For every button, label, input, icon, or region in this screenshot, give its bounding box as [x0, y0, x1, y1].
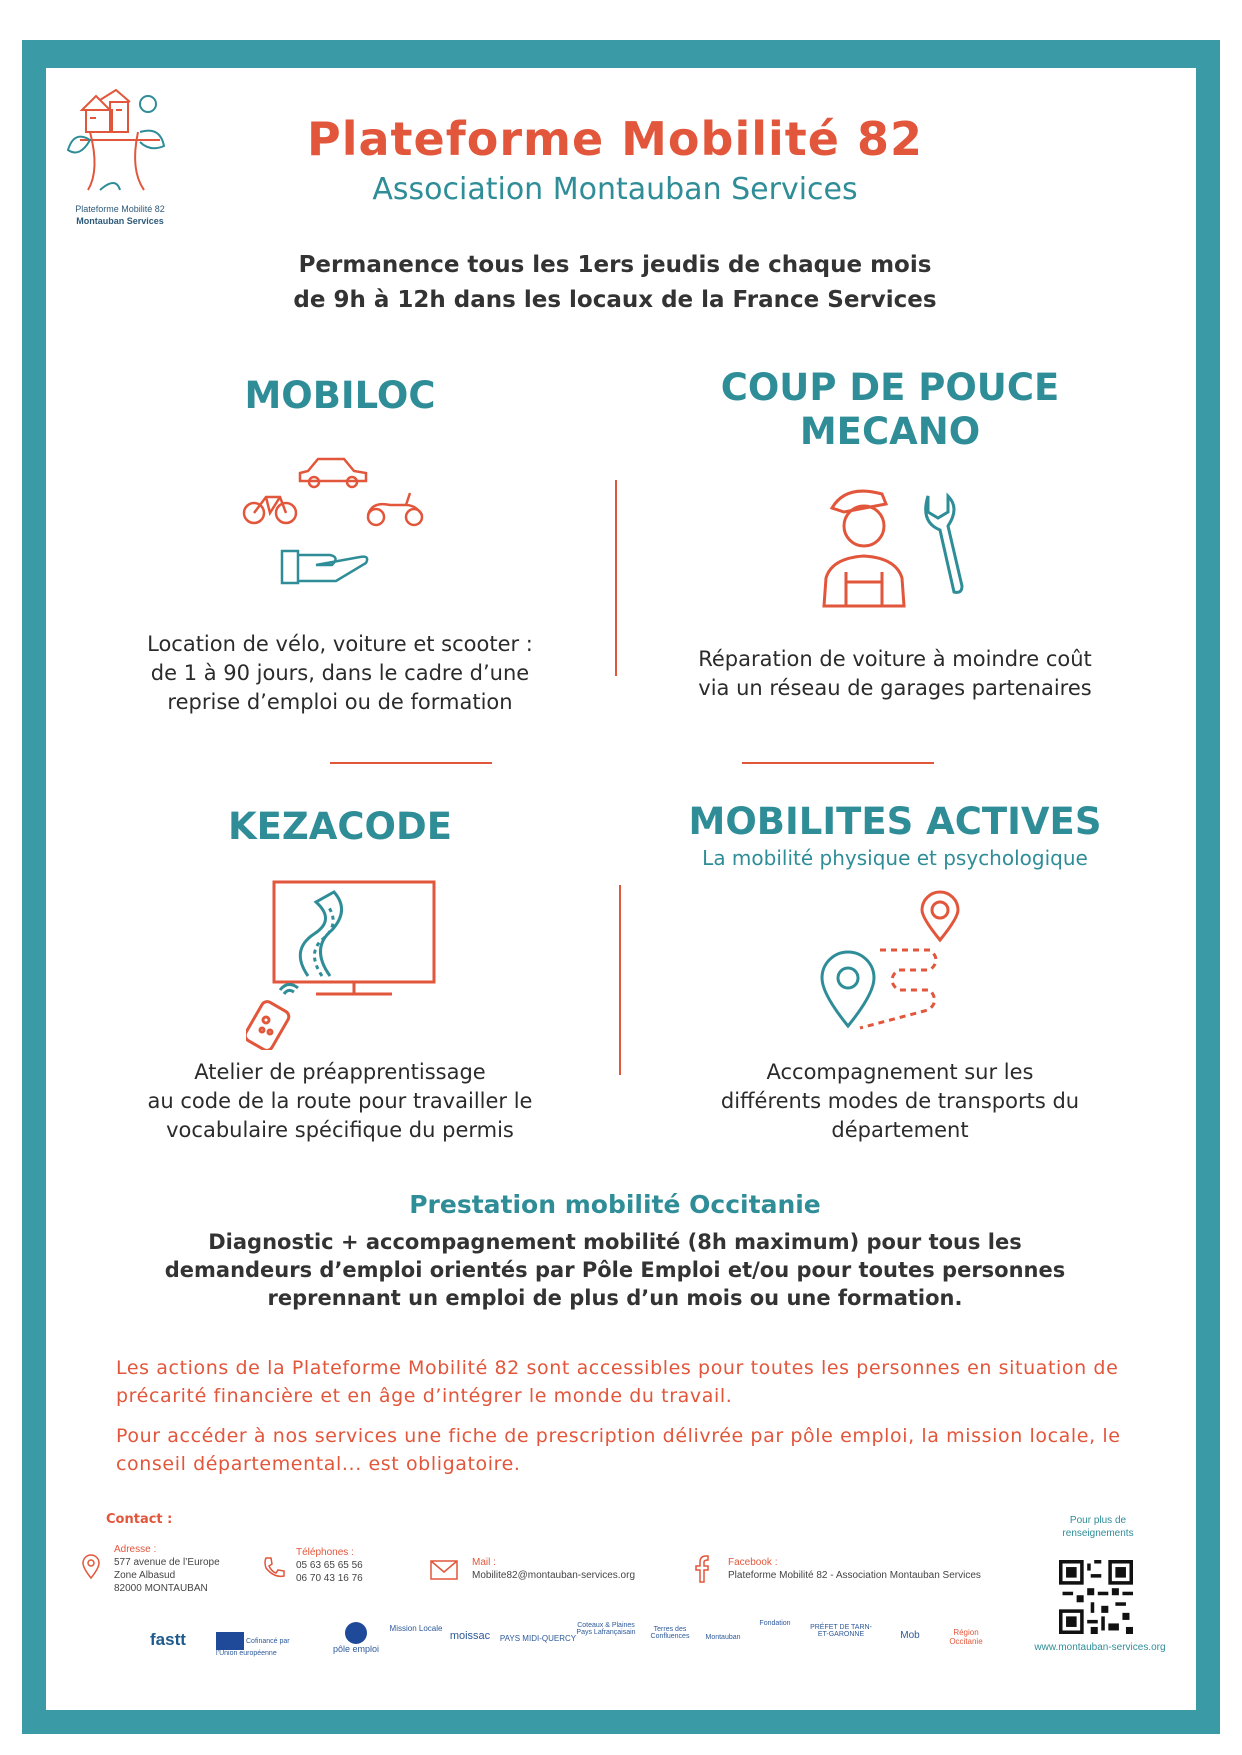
coup-de-pouce-text-line2: via un réseau de garages partenaires — [698, 676, 1092, 700]
mobilites-actives-text-line2: différents modes de transports du — [720, 1089, 1080, 1113]
facebook-icon — [694, 1554, 712, 1584]
kezacode-text-line1: Atelier de préapprentissage — [194, 1060, 486, 1084]
divider-right-horizontal — [742, 762, 934, 764]
kezacode-description — [100, 1058, 580, 1145]
more-info-label: Pour plus de renseignements — [1062, 1515, 1134, 1539]
partner-logo-fondation: Fondation — [759, 1620, 791, 1627]
partner-logo-region-occitanie: Région Occitanie — [949, 1628, 983, 1646]
tv-road-remote-icon — [246, 880, 442, 1050]
prestation-text-line2: demandeurs d’emploi orientés par Pôle Emploi et/ou pour toutes personnes — [164, 1258, 1066, 1282]
coup-de-pouce-title-line2: MECANO — [799, 410, 981, 453]
divider-bottom-vertical — [619, 885, 621, 1075]
address-line1: 577 avenue de l’Europe — [114, 1557, 220, 1568]
partner-logo-pole-emploi — [326, 1622, 386, 1654]
mobilites-actives-description — [655, 1058, 1145, 1145]
facebook-block — [728, 1556, 981, 1582]
phone-number-1[interactable]: 05 63 65 65 56 — [296, 1560, 363, 1571]
access-note: Les actions de la Plateforme Mobilité 82 sont accessibles pour toutes les personnes en situation de précarité financière et en âge d’intégrer le monde du travail. — [116, 1357, 1119, 1407]
partner-logo-prefet: PRÉFET DE TARN-ET-GARONNE — [810, 1624, 872, 1638]
mail-block — [472, 1556, 635, 1582]
partner-logo-eu — [216, 1632, 306, 1657]
permanence-info — [200, 248, 1030, 318]
partner-logo-coteaux-plaines: Coteaux & Plaines Pays Lafrançaisain — [576, 1622, 636, 1636]
mobiloc-text-line2: de 1 à 90 jours, dans le cadre d’une — [150, 661, 530, 685]
phones-label: Téléphones : — [296, 1547, 354, 1558]
logo-caption-line1: Plateforme Mobilité 82 — [75, 204, 165, 214]
permanence-line1: Permanence tous les 1ers jeudis de chaque mois — [298, 252, 932, 278]
page-title: Plateforme Mobilité 82 — [307, 112, 923, 166]
mobiloc-text-line3: reprise d’emploi ou de formation — [167, 690, 513, 714]
partner-logo-pole-emploi-text: pôle emploi — [332, 1644, 380, 1654]
prescription-note: Pour accéder à nos services une fiche de prescription délivrée par pôle emploi, la mission locale, le conseil départemental... est obligatoire. — [116, 1425, 1121, 1475]
location-pin-icon — [82, 1554, 100, 1580]
mail-icon — [430, 1560, 458, 1580]
mobiloc-text-line1: Location de vélo, voiture et scooter : — [147, 632, 533, 656]
address-label: Adresse : — [114, 1544, 157, 1555]
mobilites-actives-text-line1: Accompagnement sur les — [766, 1060, 1034, 1084]
prestation-description — [140, 1228, 1090, 1312]
mobiloc-title: MOBILOC — [244, 374, 436, 417]
contact-title: Contact : — [106, 1512, 173, 1527]
mobilites-actives-title: MOBILITES ACTIVES — [688, 800, 1102, 843]
coup-de-pouce-title-line1: COUP DE POUCE — [720, 366, 1060, 409]
mobilites-actives-text-line3: département — [831, 1118, 969, 1142]
divider-top-vertical — [615, 480, 617, 676]
logo-caption — [58, 203, 182, 227]
kezacode-text-line2: au code de la route pour travailler le — [147, 1089, 533, 1113]
address-block — [114, 1543, 220, 1595]
pole-emploi-mark-icon — [345, 1622, 367, 1644]
route-pins-icon — [820, 890, 970, 1040]
address-line3: 82000 MONTAUBAN — [114, 1583, 208, 1594]
coup-de-pouce-text-line1: Réparation de voiture à moindre coût — [698, 647, 1092, 671]
prestation-text-line1: Diagnostic + accompagnement mobilité (8h maximum) pour tous les — [208, 1230, 1022, 1254]
partner-logo-eu-text: Cofinancé par l’Union européenne — [216, 1637, 290, 1657]
divider-left-horizontal — [330, 762, 492, 764]
address-line2: Zone Albasud — [114, 1570, 176, 1581]
qr-code-icon[interactable] — [1059, 1560, 1133, 1634]
page-subtitle: Association Montauban Services — [372, 172, 858, 207]
prestation-text-line3: reprennant un emploi de plus d’un mois ou une formation. — [267, 1286, 963, 1310]
partner-logos — [150, 1618, 1010, 1668]
coup-de-pouce-title — [680, 366, 1100, 454]
mail-label: Mail : — [472, 1557, 496, 1568]
kezacode-text-line3: vocabulaire spécifique du permis — [166, 1118, 514, 1142]
facebook-page-link[interactable]: Plateforme Mobilité 82 - Association Montauban Services — [728, 1570, 981, 1581]
mail-address-link[interactable]: Mobilite82@montauban-services.org — [472, 1570, 636, 1581]
prestation-title: Prestation mobilité Occitanie — [409, 1190, 821, 1219]
mobiloc-description — [100, 630, 580, 717]
partner-logo-mission-locale: Mission Locale — [389, 1624, 443, 1633]
logo-caption-line2: Montauban Services — [76, 216, 164, 226]
partner-logo-midi-quercy: PAYS MIDI-QUERCY — [499, 1634, 577, 1643]
partner-logo-montauban: Montauban — [705, 1634, 741, 1641]
phone-icon — [262, 1556, 286, 1580]
partner-logo-moissac: moissac — [449, 1630, 491, 1642]
facebook-label: Facebook : — [728, 1557, 778, 1568]
vehicles-hand-icon — [240, 445, 440, 605]
mobilites-actives-subtitle: La mobilité physique et psychologique — [702, 846, 1088, 870]
phone-number-2[interactable]: 06 70 43 16 76 — [296, 1573, 363, 1584]
permanence-line2: de 9h à 12h dans les locaux de la France Services — [293, 287, 937, 313]
mechanic-wrench-icon — [816, 482, 976, 612]
kezacode-title: KEZACODE — [227, 805, 452, 848]
website-link[interactable]: www.montauban-services.org — [1034, 1642, 1166, 1653]
phones-block — [296, 1546, 363, 1585]
coup-de-pouce-description — [650, 645, 1140, 703]
partner-logo-terres-confluences: Terres des Confluences — [650, 1626, 690, 1640]
partner-logo-fastt: fastt — [150, 1630, 186, 1649]
partner-logo-mob: Mob — [900, 1630, 920, 1641]
